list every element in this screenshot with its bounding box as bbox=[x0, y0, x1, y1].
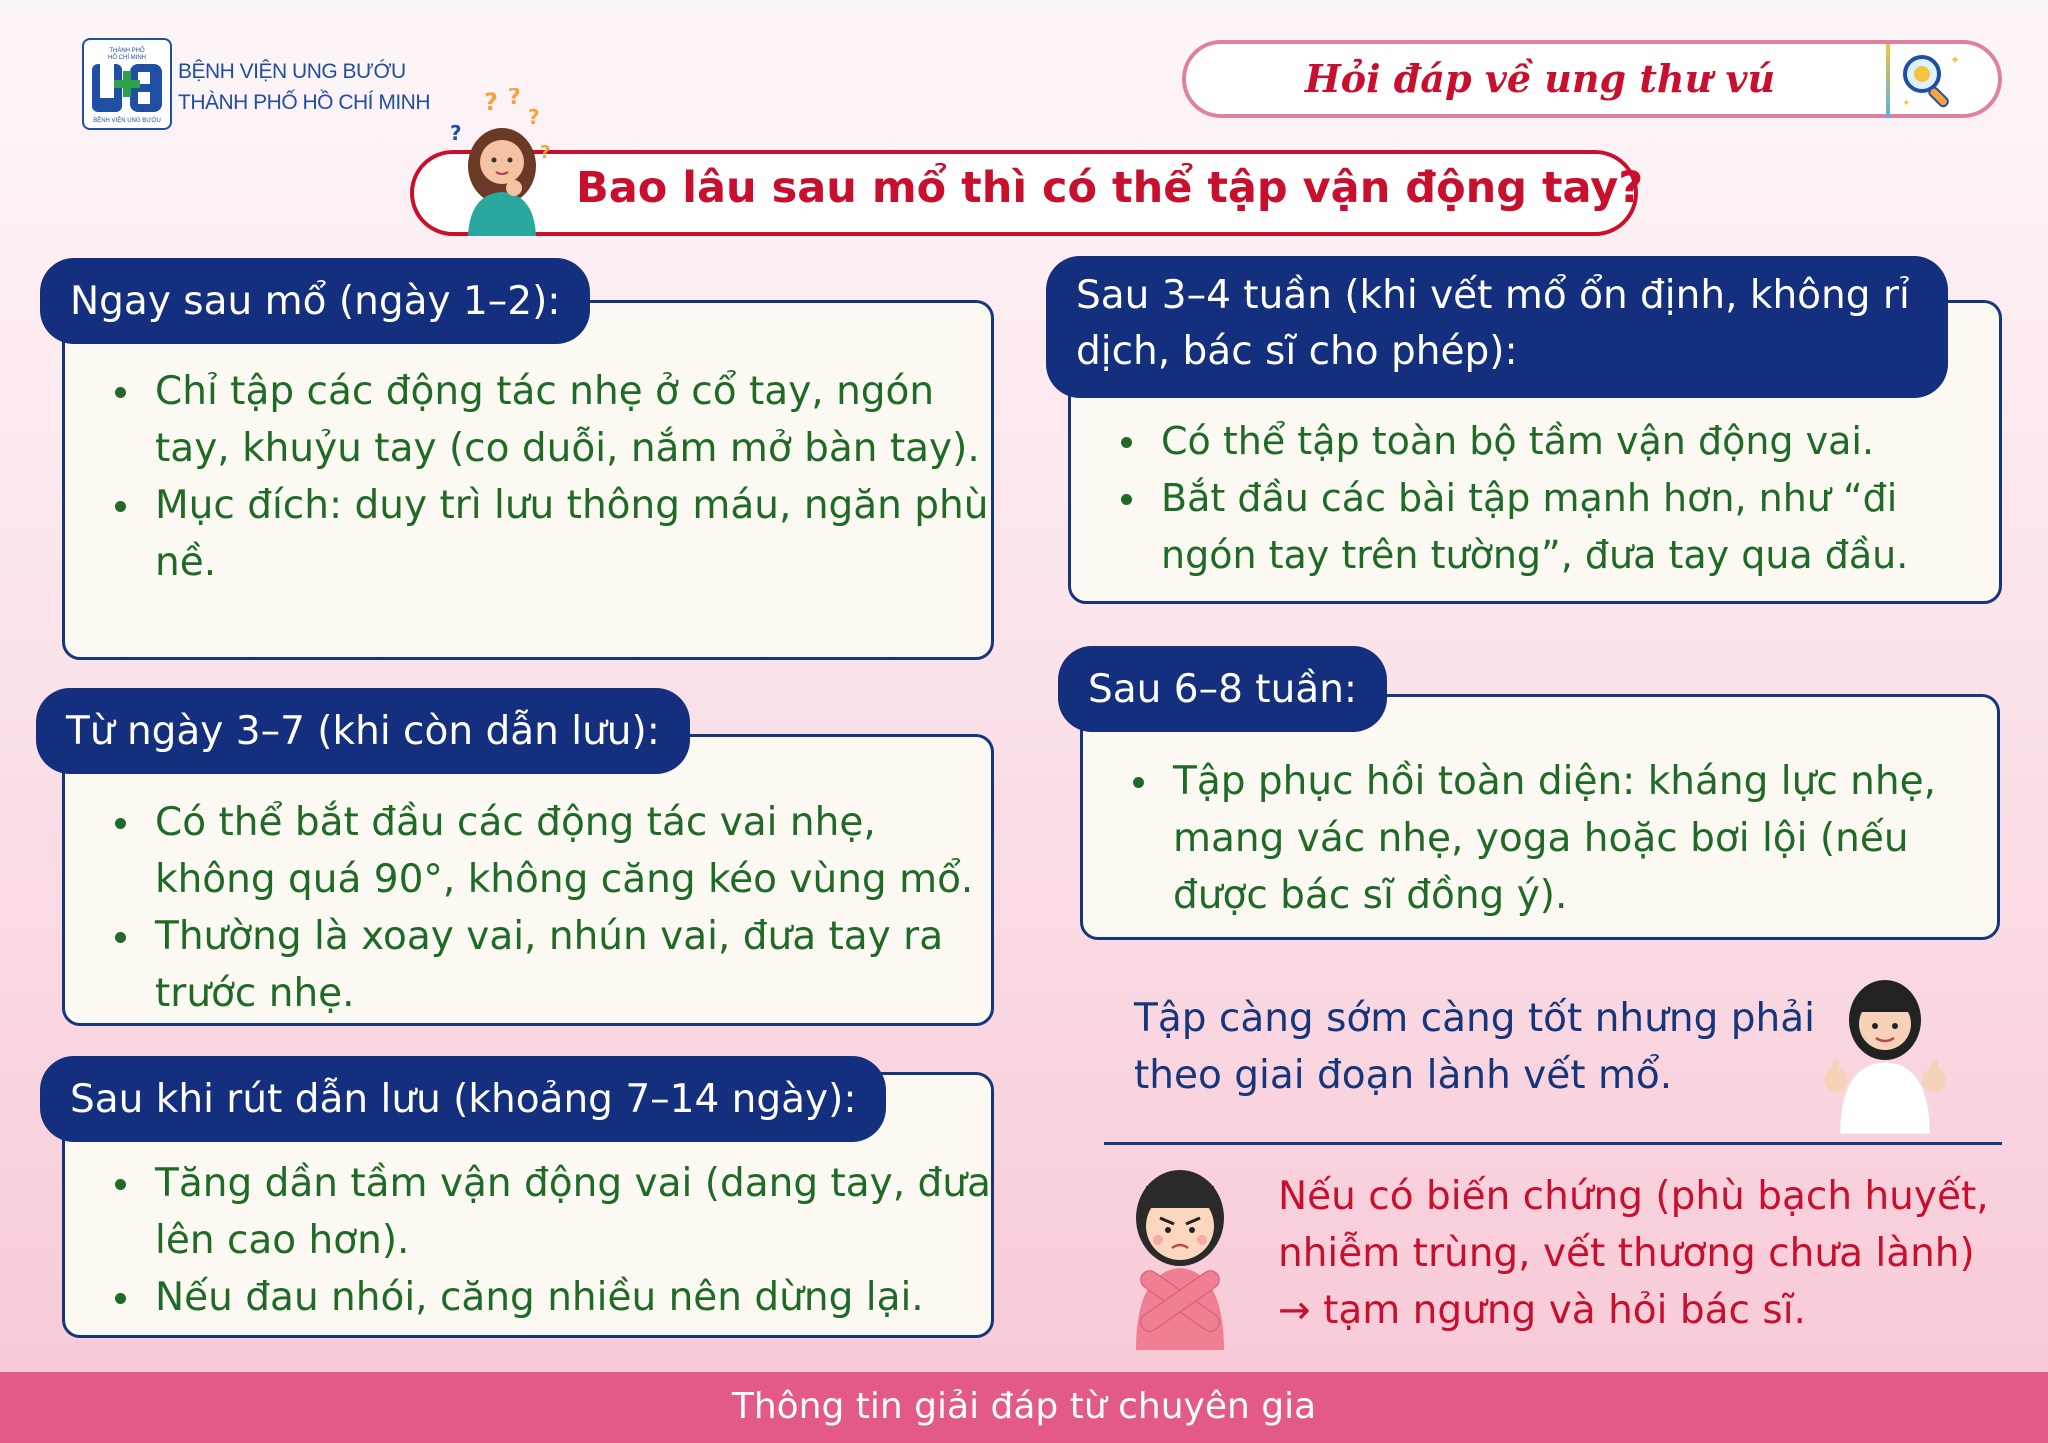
hospital-name bbox=[178, 56, 430, 118]
magnifier-icon bbox=[1898, 50, 1962, 110]
svg-text:HỒ CHÍ MINH: HỒ CHÍ MINH bbox=[108, 55, 146, 61]
question-title: Bao lâu sau mổ thì có thể tập vận động tay? bbox=[576, 163, 1644, 213]
section-4-bullets bbox=[1071, 413, 1999, 584]
list-item: Chỉ tập các động tác nhẹ ở cổ tay, ngón tay, khuỷu tay (co duỗi, nắm mở bàn tay). bbox=[65, 363, 991, 477]
section-title-after-drain-removal: Sau khi rút dẫn lưu (khoảng 7–14 ngày): bbox=[40, 1056, 886, 1142]
list-item: Nếu đau nhói, căng nhiều nên dừng lại. bbox=[65, 1269, 991, 1326]
list-item: Thường là xoay vai, nhún vai, đưa tay ra trước nhẹ. bbox=[65, 908, 991, 1022]
section-title-week-6-8: Sau 6–8 tuần: bbox=[1058, 646, 1387, 732]
svg-text:THÀNH PHỐ: THÀNH PHỐ bbox=[109, 48, 145, 54]
tip-text: Tập càng sớm càng tốt nhưng phải theo giai đoạn lành vết mổ. bbox=[1134, 996, 1815, 1098]
list-item: Có thể tập toàn bộ tầm vận động vai. bbox=[1071, 413, 1999, 470]
svg-text:BỆNH VIỆN UNG BƯỚU: BỆNH VIỆN UNG BƯỚU bbox=[93, 118, 161, 124]
section-divider bbox=[1104, 1142, 2002, 1145]
thumbs-up-girl-illustration bbox=[1810, 968, 1960, 1134]
hospital-name-line-1: BỆNH VIỆN UNG BƯỚU bbox=[178, 60, 406, 83]
section-2-bullets bbox=[65, 794, 991, 1022]
section-title-week-3-4: Sau 3–4 tuần (khi vết mổ ổn định, không rỉ dịch, bác sĩ cho phép): bbox=[1046, 256, 1948, 398]
list-item: Tăng dần tầm vận động vai (dang tay, đưa lên cao hơn). bbox=[65, 1155, 991, 1269]
svg-text:?: ? bbox=[508, 88, 521, 110]
svg-text:?: ? bbox=[484, 88, 498, 116]
warning-text: Nếu có biến chứng (phù bạch huyết, nhiễm trùng, vết thương chưa lành) → tạm ngưng và hỏi bác sĩ. bbox=[1278, 1174, 1989, 1333]
svg-text:?: ? bbox=[540, 142, 551, 163]
section-title-day-1-2: Ngay sau mổ (ngày 1–2): bbox=[40, 258, 590, 344]
crossed-arms-girl-illustration bbox=[1120, 1160, 1240, 1350]
section-title-day-3-7: Từ ngày 3–7 (khi còn dẫn lưu): bbox=[36, 688, 690, 774]
hospital-logo bbox=[82, 38, 172, 130]
hospital-name-line-2: THÀNH PHỐ HỒ CHÍ MINH bbox=[178, 91, 430, 114]
list-item: Tập phục hồi toàn diện: kháng lực nhẹ, mang vác nhẹ, yoga hoặc bơi lội (nếu được bác sĩ đồng ý). bbox=[1083, 753, 1997, 924]
header-title: Hỏi đáp về ung thư vú bbox=[1304, 56, 1776, 101]
svg-text:✦: ✦ bbox=[1902, 98, 1911, 109]
list-item: Có thể bắt đầu các động tác vai nhẹ, không quá 90°, không căng kéo vùng mổ. bbox=[65, 794, 991, 908]
section-5-bullets bbox=[1083, 753, 1997, 924]
section-card-day-3-7 bbox=[62, 734, 994, 1026]
header-divider bbox=[1886, 44, 1890, 118]
svg-text:?: ? bbox=[528, 105, 540, 129]
thinking-girl-illustration bbox=[440, 88, 568, 236]
list-item: Mục đích: duy trì lưu thông máu, ngăn phù nề. bbox=[65, 477, 991, 591]
section-3-bullets bbox=[65, 1155, 991, 1326]
svg-text:?: ? bbox=[450, 121, 462, 145]
section-1-bullets bbox=[65, 363, 991, 591]
footer-text: Thông tin giải đáp từ chuyên gia bbox=[731, 1386, 1317, 1427]
list-item: Bắt đầu các bài tập mạnh hơn, như “đi ngón tay trên tường”, đưa tay qua đầu. bbox=[1071, 470, 1999, 584]
svg-text:✦: ✦ bbox=[1950, 53, 1961, 67]
section-card-day-1-2 bbox=[62, 300, 994, 660]
